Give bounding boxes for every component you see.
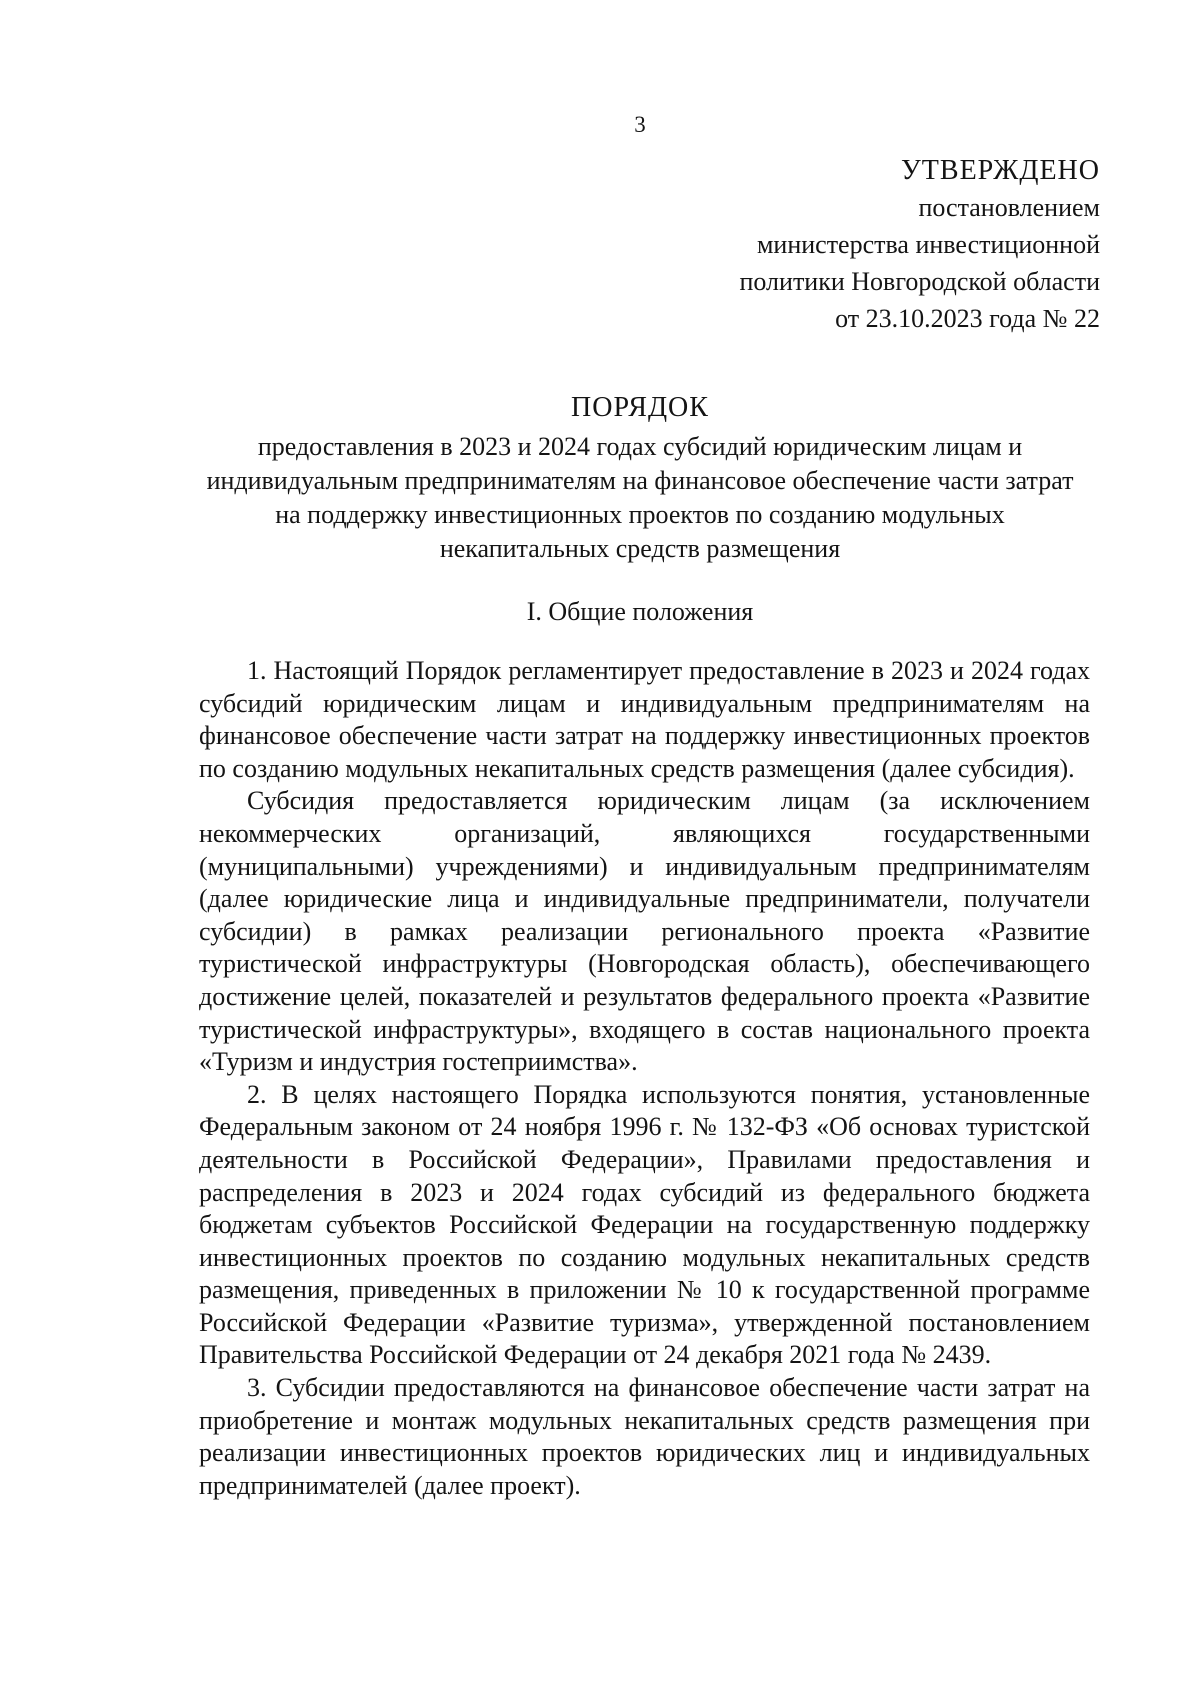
- approval-line: министерства инвестиционной: [756, 230, 1100, 259]
- document-subtitle: предоставления в 2023 и 2024 годах субсидий юридическим лицам и индивидуальным предпринимателям на финансовое обеспечение части затрат на поддержку инвестиционных проектов по созданию модульных некапитальных средств размещения: [206, 432, 1074, 563]
- approval-line: политики Новгородской области: [739, 267, 1100, 296]
- paragraph: 3. Субсидии предоставляются на финансовое обеспечение части затрат на приобретение и монтаж модульных некапитальных средств размещения при реализации инвестиционных проектов юридических лиц и индивидуальных предпринимателей (далее проект).: [199, 1373, 1090, 1500]
- document-body: [199, 655, 1090, 1502]
- approval-stamp-block: [739, 152, 1100, 337]
- paragraph: 1. Настоящий Порядок регламентирует предоставление в 2023 и 2024 годах субсидий юридическим лицам и индивидуальным предпринимателям на финансовое обеспечение части затрат на поддержку инвестиционных проектов по созданию модульных некапитальных средств размещения (далее субсидия).: [199, 656, 1090, 783]
- paragraph: Субсидия предоставляется юридическим лицам (за исключением некоммерческих организаций, являющихся государственными (муниципальными) учреждениями) и индивидуальным предпринимателям (далее юридические лица и индивидуальные предприниматели, получатели субсидии) в рамках реализации регионального проекта «Развитие туристической инфраструктуры (Новгородская область), обеспечивающего достижение целей, показателей и результатов федерального проекта «Развитие туристической инфраструктуры», входящего в состав национального проекта «Туризм и индустрия гостеприимства».: [199, 786, 1090, 1077]
- approval-date-number: от 23.10.2023 года № 22: [835, 304, 1100, 333]
- document-title: ПОРЯДОК: [571, 392, 709, 423]
- paragraph: 2. В целях настоящего Порядка используются понятия, установленные Федеральным законом от 24 ноября 1996 г. № 132-ФЗ «Об основах туристской деятельности в Российской Федерации», Правилами предоставления и распределения в 2023 и 2024 годах субсидий из федерального бюджета бюджетам субъектов Российской Федерации на государственную поддержку инвестиционных проектов по созданию модульных некапитальных средств размещения, приведенных в приложении № 10 к государственной программе Российской Федерации «Развитие туризма», утвержденной постановлением Правительства Российской Федерации от 24 декабря 2021 года № 2439.: [199, 1079, 1090, 1370]
- approval-line: постановлением: [918, 193, 1100, 222]
- page-number: 3: [634, 112, 646, 137]
- approval-title: УТВЕРЖДЕНО: [900, 155, 1100, 186]
- section-heading: I. Общие положения: [526, 597, 754, 626]
